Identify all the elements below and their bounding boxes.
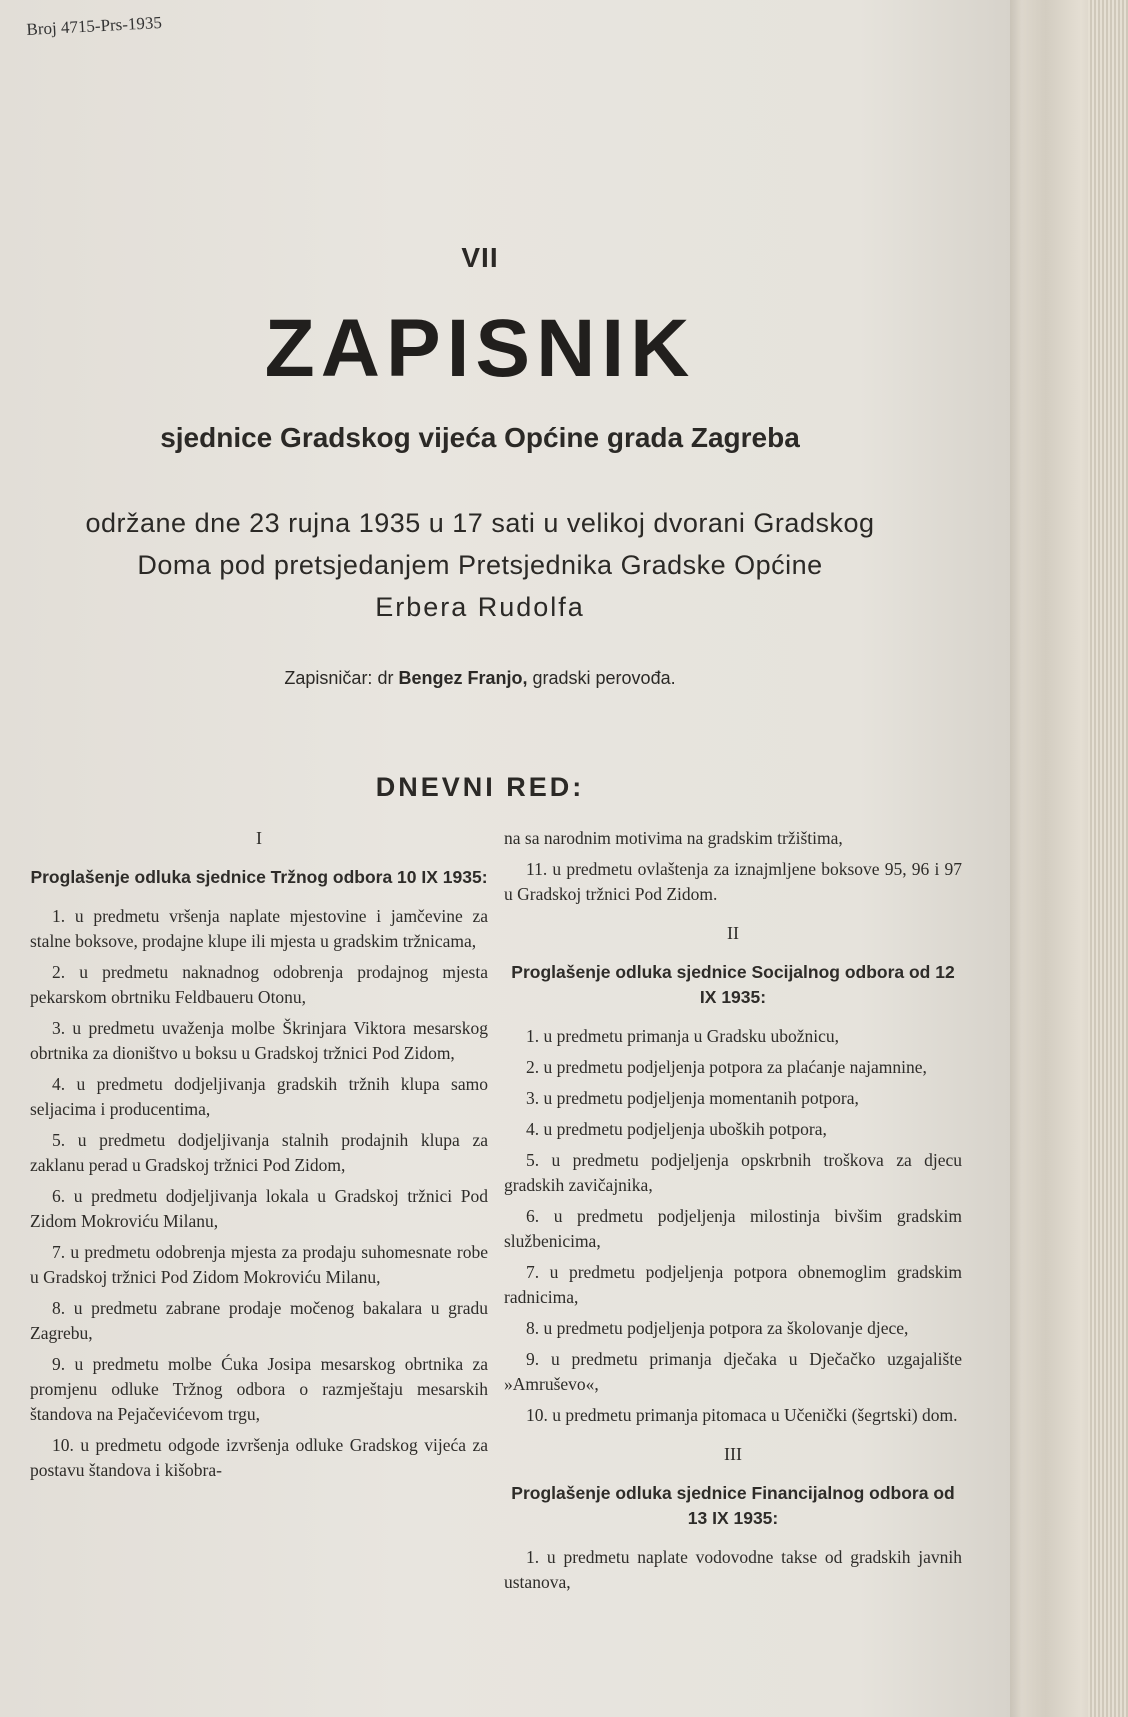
section-title: Proglašenje odluka sjednice Tržnog odbora 10 IX 1935: [30,867,488,887]
agenda-item-continued: na sa narodnim motivima na gradskim tržištima, [504,828,843,848]
recorder-line [0,668,960,689]
agenda-item: 8. u predmetu podjeljenja potpora za školovanje djece, [526,1318,909,1338]
recorder-name: Bengez Franjo, [398,668,528,688]
recorder-role: gradski perovođa. [532,668,676,688]
agenda-item: 1. u predmetu vršenja naplate mjestovine i jamčevine za stalne boksove, prodajne klupe ili mjesta u gradskim tržnicama, [30,906,488,951]
session-line: Doma pod pretsjedanjem Pretsjednika Gradske Općine [137,550,823,580]
agenda-column-left [30,826,488,1489]
agenda-item: 2. u predmetu naknadnog odobrenja prodajnog mjesta pekarskom obrtniku Feldbaueru Otonu, [30,962,488,1007]
agenda-item: 1. u predmetu naplate vodovodne takse od gradskih javnih ustanova, [504,1547,962,1592]
session-chair: Erbera Rudolfa [375,592,585,622]
agenda-item: 5. u predmetu dodjeljivanja stalnih prodajnih klupa za zaklanu perad u Gradskoj tržnici Pod Zidom, [30,1130,488,1175]
agenda-item: 10. u predmetu primanja pitomaca u Učenički (šegrtski) dom. [526,1405,958,1425]
agenda-item: 7. u predmetu odobrenja mjesta za prodaju suhomesnate robe u Gradskoj tržnici Pod Zidom Mokroviću Milanu, [30,1242,488,1287]
document-reference-number: Broj 4715-Prs-1935 [26,12,163,39]
recorder-label: Zapisničar: dr [284,668,394,688]
agenda-column-right [504,826,962,1601]
book-page-edge [1010,0,1128,1717]
section-number: III [724,1444,742,1464]
agenda-item: 7. u predmetu podjeljenja potpora obnemoglim gradskim radnicima, [504,1262,962,1307]
agenda-item: 4. u predmetu podjeljenja uboških potpora, [526,1119,827,1139]
agenda-item: 5. u predmetu podjeljenja opskrbnih troškova za djecu gradskih zavičajnika, [504,1150,962,1195]
book-spine [1088,0,1128,1717]
agenda-item: 6. u predmetu podjeljenja milostinja bivšim gradskim službenicima, [504,1206,962,1251]
agenda-title: DNEVNI RED: [375,772,585,802]
agenda-item: 4. u predmetu dodjeljivanja gradskih tržnih klupa samo seljacima i producentima, [30,1074,488,1119]
section-number: I [256,828,262,848]
document-title: ZAPISNIK [264,303,696,394]
section-title: Proglašenje odluka sjednice Socijalnog odbora od 12 IX 1935: [511,962,955,1007]
section-number: II [727,923,739,943]
agenda-item: 3. u predmetu podjeljenja momentanih potpora, [526,1088,859,1108]
agenda-item: 8. u predmetu zabrane prodaje močenog bakalara u gradu Zagrebu, [30,1298,488,1343]
session-line: održane dne 23 rujna 1935 u 17 sati u velikoj dvorani Gradskog [85,508,875,538]
agenda-item: 10. u predmetu odgode izvršenja odluke Gradskog vijeća za postavu štandova i kišobra- [30,1435,488,1480]
section-title: Proglašenje odluka sjednice Financijalnog odbora od 13 IX 1935: [511,1483,955,1528]
agenda-item: 3. u predmetu uvaženja molbe Škrinjara Viktora mesarskog obrtnika za dioništvo u boksu u Gradskoj tržnici Pod Zidom, [30,1018,488,1063]
session-info [40,502,920,628]
document-subtitle: sjednice Gradskog vijeća Općine grada Zagreba [160,422,800,453]
agenda-item: 6. u predmetu dodjeljivanja lokala u Gradskoj tržnici Pod Zidom Mokroviću Milanu, [30,1186,488,1231]
agenda-item: 2. u predmetu podjeljenja potpora za plaćanje najamnine, [526,1057,927,1077]
agenda-item: 9. u predmetu molbe Ćuka Josipa mesarskog obrtnika za promjenu odluke Tržnog odbora o razmještaju mesarskih štandova na Pejačevićevom trgu, [30,1354,488,1424]
agenda-item: 9. u predmetu primanja dječaka u Dječačko uzgajalište »Amruševo«, [504,1349,962,1394]
agenda-item: 11. u predmetu ovlaštenja za iznajmljene boksove 95, 96 i 97 u Gradskoj tržnici Pod Zidom. [504,859,962,904]
agenda-item: 1. u predmetu primanja u Gradsku ubožnicu, [526,1026,839,1046]
chapter-number: VII [461,242,499,273]
